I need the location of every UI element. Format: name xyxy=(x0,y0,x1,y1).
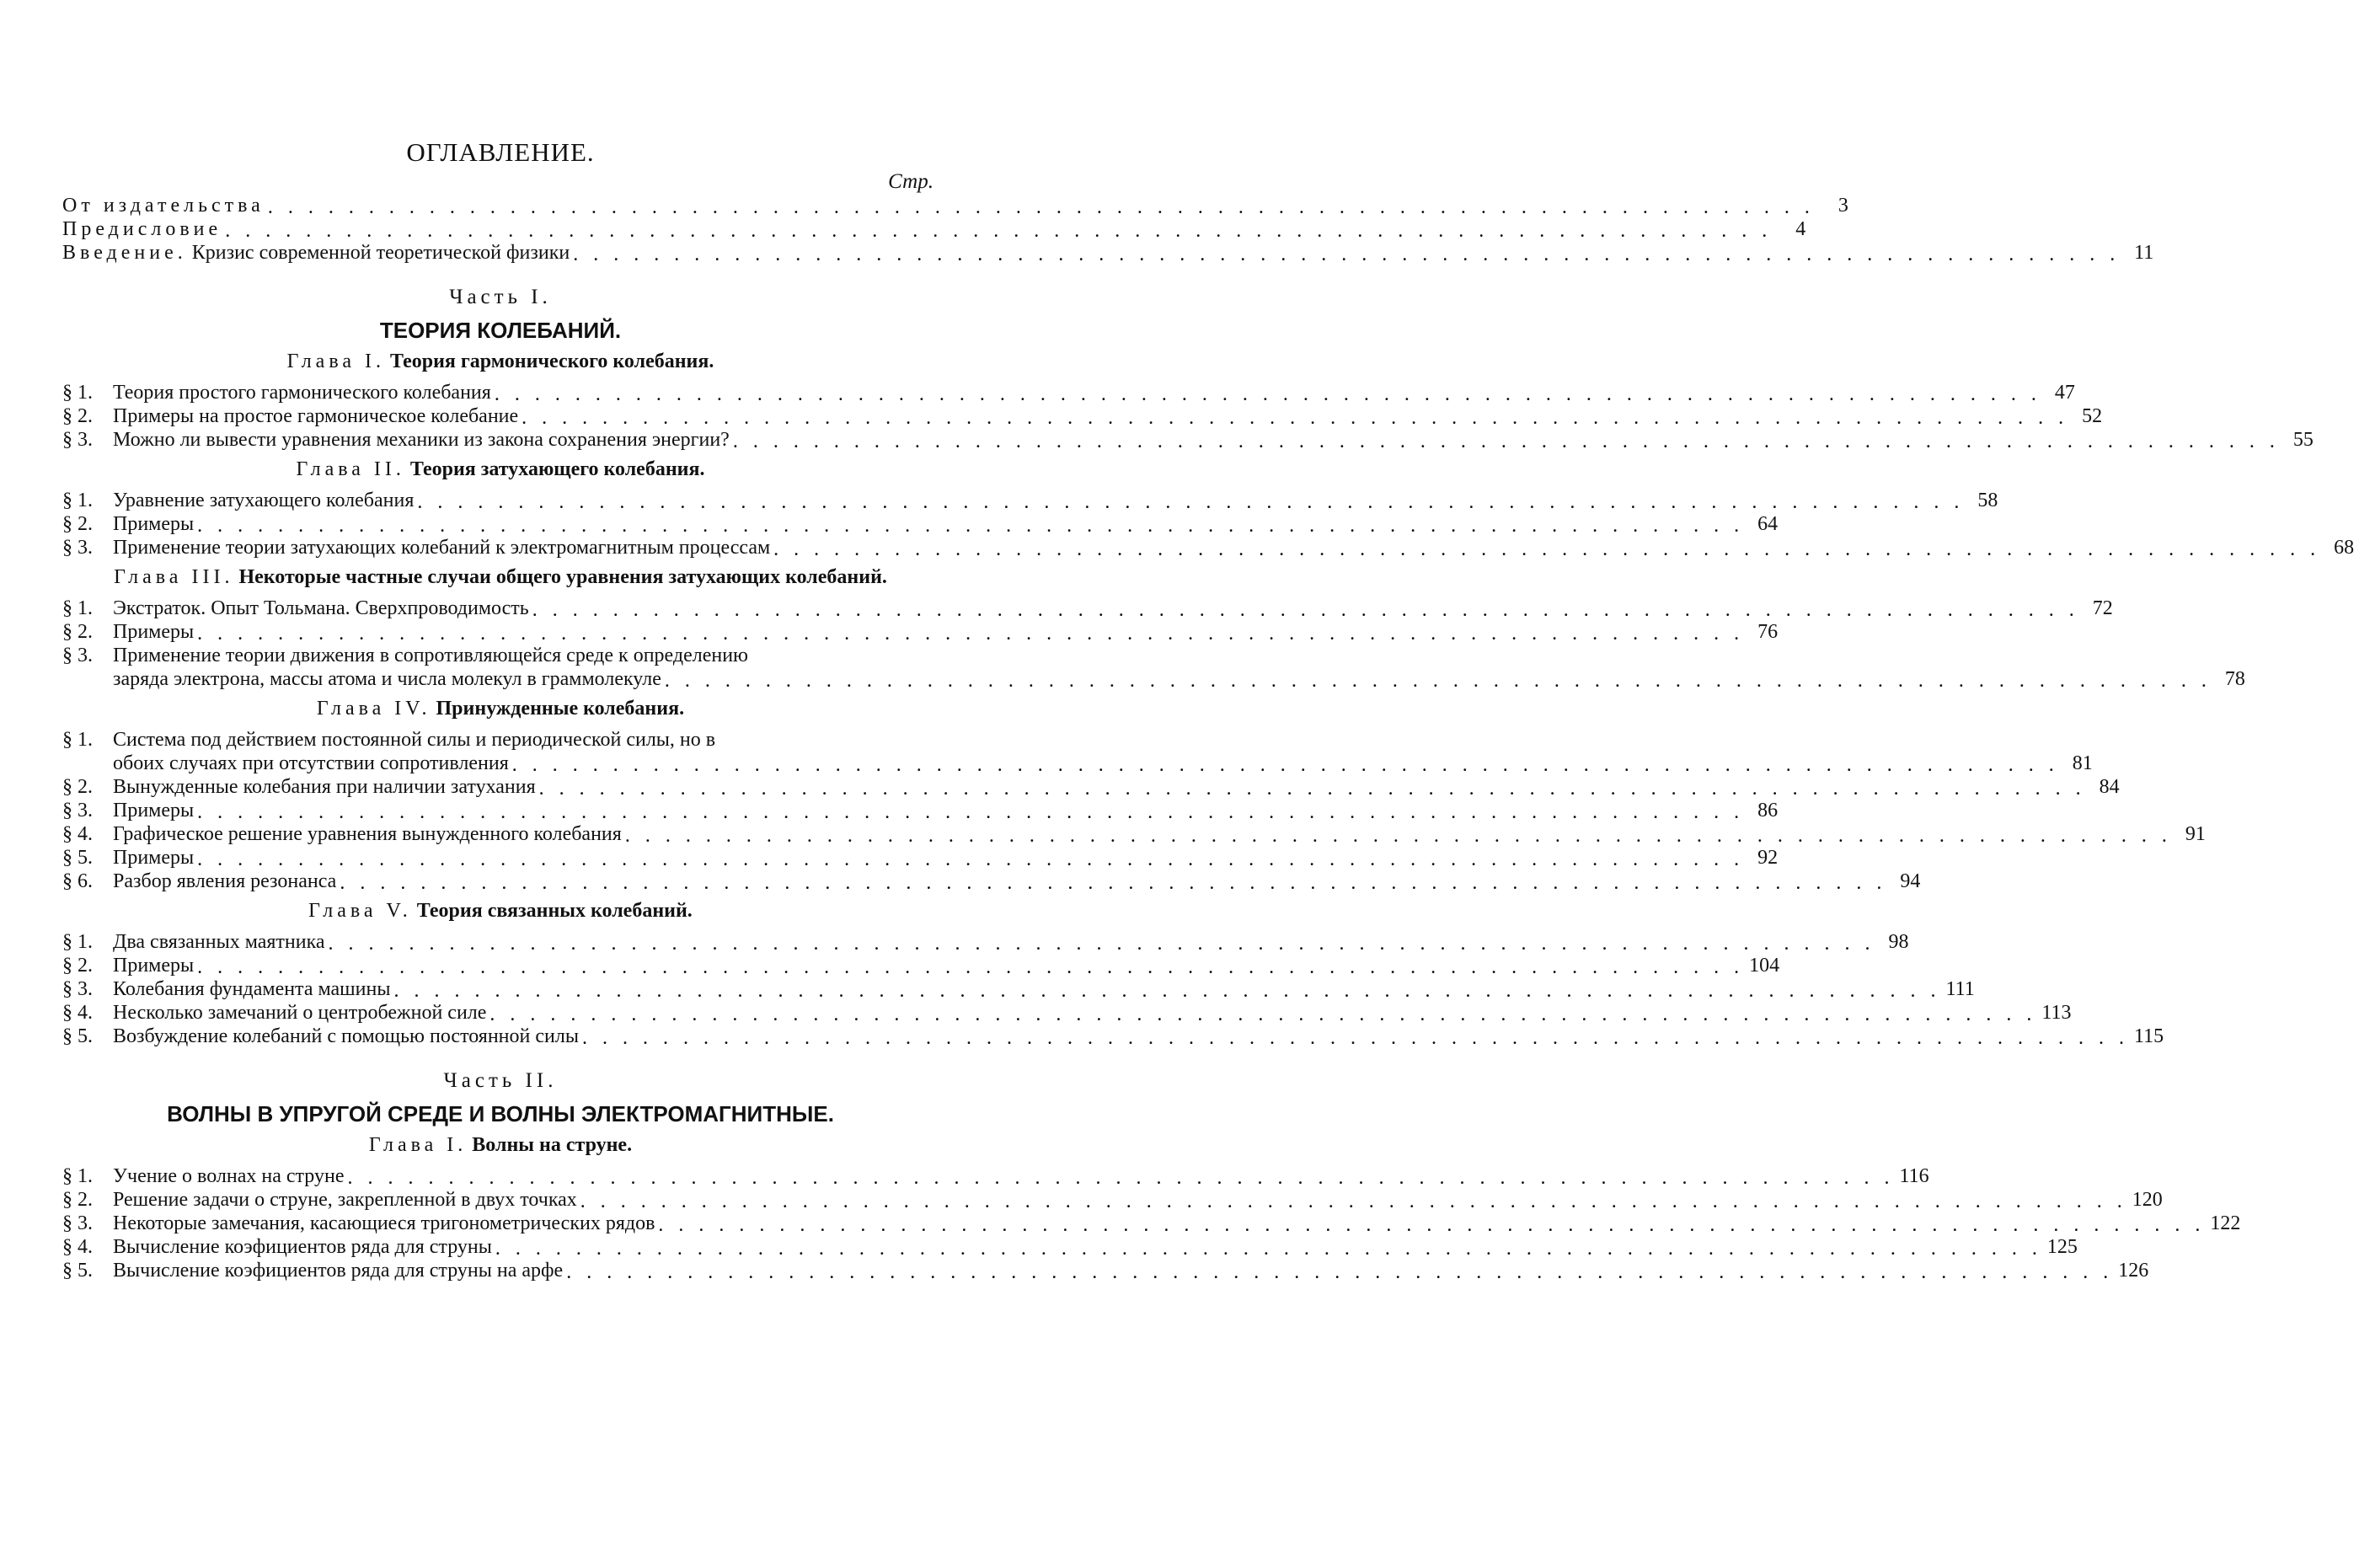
chapter-number: Глава I. xyxy=(368,1134,468,1156)
chapter-number: Глава III. xyxy=(114,566,234,588)
toc-entry xyxy=(62,954,1780,977)
toc-title: ОГЛАВЛЕНИЕ. xyxy=(406,137,595,167)
section-number: § 1. xyxy=(62,931,93,953)
chapter-title: Некоторые частные случаи общего уравнения затухающих колебаний. xyxy=(238,566,887,588)
toc-entry xyxy=(62,1188,2163,1212)
section-title: Экстраток. Опыт Тольмана. Сверхпроводимость xyxy=(113,597,529,619)
toc-entry xyxy=(62,1259,2149,1282)
section-title: Несколько замечаний о центробежной силе xyxy=(113,1002,487,1024)
part-heading: Часть I. xyxy=(449,286,552,308)
chapter-title: Теория гармонического колебания. xyxy=(389,351,714,372)
toc-entry xyxy=(62,1001,2072,1025)
page-number: 55 xyxy=(2292,429,2314,451)
section-body xyxy=(113,728,2098,775)
chapter-number: Глава II. xyxy=(296,458,405,480)
dot-leader xyxy=(197,802,1744,822)
page-number: 111 xyxy=(1945,978,1975,1000)
toc-entry xyxy=(62,799,1779,822)
page-number: 116 xyxy=(1899,1165,1929,1187)
dot-leader xyxy=(539,779,2086,799)
toc-entry xyxy=(62,597,2113,620)
page-number: 3 xyxy=(1837,195,1848,217)
toc-entry xyxy=(62,644,2245,691)
page-number: 115 xyxy=(2133,1025,2164,1047)
toc-entry xyxy=(62,194,1848,217)
front-matter xyxy=(62,194,2154,265)
toc-entry xyxy=(62,536,2355,559)
dot-leader xyxy=(495,384,2041,404)
section-title-line: обоих случаях при отсутствии сопротивления xyxy=(113,752,509,774)
section-number: § 4. xyxy=(62,1002,93,1024)
section-title: Учение о волнах на струне xyxy=(113,1165,345,1187)
section-number: § 3. xyxy=(62,429,93,451)
chapter-title: Волны на струне. xyxy=(472,1134,633,1156)
entry-subtitle: Кризис современной теоретической физики xyxy=(191,242,570,264)
dot-leader xyxy=(580,1191,2127,1212)
toc-entry xyxy=(62,930,1909,954)
section-number: § 1. xyxy=(62,729,93,751)
page-column-label: Стр. xyxy=(888,170,933,193)
page-number: 125 xyxy=(2046,1236,2078,1258)
page-number: 64 xyxy=(1757,513,1779,535)
dot-leader xyxy=(489,1004,2036,1025)
toc-entry xyxy=(62,870,1921,893)
section-number: § 5. xyxy=(62,1260,93,1282)
section-title: Можно ли вывести уравнения механики из закона сохранения энергии? xyxy=(113,429,730,451)
dot-leader xyxy=(532,600,2079,620)
page-number: 94 xyxy=(1900,870,1921,892)
chapter-number: Глава I. xyxy=(286,351,385,372)
dot-leader xyxy=(522,408,2068,428)
section-number: § 4. xyxy=(62,823,93,845)
page-number: 122 xyxy=(2210,1212,2241,1234)
toc-entry xyxy=(62,1025,2164,1048)
chapter-title: Теория связанных колебаний. xyxy=(416,900,693,922)
chapter-title: Принужденные колебания. xyxy=(436,698,685,720)
section-number: § 3. xyxy=(62,645,93,666)
page-number: 52 xyxy=(2082,405,2103,427)
toc-entry xyxy=(62,728,2093,775)
toc-entry xyxy=(62,381,2075,404)
section-title: Разбор явления резонанса xyxy=(113,870,337,892)
entry-label: Предисловие xyxy=(62,218,222,240)
page-number: 92 xyxy=(1757,847,1779,869)
section-number: § 2. xyxy=(62,513,93,535)
section-number: § 3. xyxy=(62,537,93,559)
section-number: § 2. xyxy=(62,621,93,643)
section-title: Примеры xyxy=(113,955,195,977)
toc-entry xyxy=(62,428,2314,452)
section-title: Уравнение затухающего колебания xyxy=(113,490,415,511)
toc-entry xyxy=(62,775,2120,799)
entry-title xyxy=(62,194,265,217)
chapter-heading xyxy=(62,457,939,482)
section-title-line: заряда электрона, массы атома и числа молекул в граммолекуле xyxy=(113,668,661,690)
section-title: Применение теории затухающих колебаний к электромагнитным процессам xyxy=(113,537,771,559)
dot-leader xyxy=(733,431,2280,452)
dot-leader xyxy=(417,492,1964,512)
section-number: § 3. xyxy=(62,1212,93,1234)
section-number: § 1. xyxy=(62,597,93,619)
toc-entry xyxy=(62,404,2103,428)
section-title: Решение задачи о струне, закрепленной в двух точках xyxy=(113,1189,577,1211)
section-number: § 4. xyxy=(62,1236,93,1258)
section-title: Примеры xyxy=(113,621,195,643)
page-number: 58 xyxy=(1977,490,1998,511)
page-number: 81 xyxy=(2072,752,2093,774)
dot-leader xyxy=(329,934,1875,954)
section-number: § 1. xyxy=(62,490,93,511)
dot-leader xyxy=(625,826,2172,846)
table-of-contents xyxy=(62,136,2355,1282)
section-number: § 2. xyxy=(62,955,93,977)
section-title: Примеры xyxy=(113,800,195,821)
page-number: 84 xyxy=(2099,776,2120,798)
section-body xyxy=(113,644,2250,691)
chapter-heading xyxy=(62,565,939,590)
chapter-number: Глава IV. xyxy=(316,698,431,720)
dot-leader xyxy=(197,516,1744,536)
section-title-last-line xyxy=(113,752,2098,775)
page-number: 126 xyxy=(2118,1260,2149,1282)
section-number: § 5. xyxy=(62,847,93,869)
toc-entry xyxy=(62,1235,2078,1259)
section-title: Возбуждение колебаний с помощью постоянной силы xyxy=(113,1025,579,1047)
chapter-heading xyxy=(62,1132,939,1158)
section-number: § 1. xyxy=(62,1165,93,1187)
part-title: ТЕОРИЯ КОЛЕБАНИЙ. xyxy=(379,318,622,343)
chapter-heading xyxy=(62,349,939,374)
toc-entry xyxy=(62,217,1806,241)
page-number: 72 xyxy=(2092,597,2113,619)
dot-leader xyxy=(495,1239,2042,1259)
section-title: Вычисление коэфициентов ряда для струны на арфе xyxy=(113,1260,564,1282)
section-title: Примеры на простое гармоническое колебание xyxy=(113,405,519,427)
dot-leader xyxy=(393,981,1940,1001)
dot-leader xyxy=(197,623,1744,644)
toc-entry xyxy=(62,1212,2241,1235)
section-title-line: Применение теории движения в сопротивляющейся среде к определению xyxy=(113,645,748,666)
section-title: Теория простого гармонического колебания xyxy=(113,382,491,404)
section-number: § 2. xyxy=(62,776,93,798)
parts-container xyxy=(62,285,2355,1282)
page-number: 11 xyxy=(2134,242,2154,264)
entry-title xyxy=(62,241,570,265)
section-title: Вынужденные колебания при наличии затухания xyxy=(113,776,536,798)
page-number: 78 xyxy=(2224,668,2245,690)
toc-entry xyxy=(62,489,1998,512)
chapter-number: Глава V. xyxy=(308,900,412,922)
chapter-title: Теория затухающего колебания. xyxy=(409,458,705,480)
section-title: Колебания фундамента машины xyxy=(113,978,391,1000)
chapter-heading xyxy=(62,696,939,721)
toc-entry xyxy=(62,977,1975,1001)
dot-leader xyxy=(225,221,1772,241)
section-number: § 2. xyxy=(62,1189,93,1211)
dot-leader xyxy=(268,197,1815,217)
dot-leader xyxy=(658,1215,2205,1235)
section-title: Графическое решение уравнения вынужденного колебания xyxy=(113,823,622,845)
part-title: ВОЛНЫ В УПРУГОЙ СРЕДЕ И ВОЛНЫ ЭЛЕКТРОМАГНИТНЫЕ. xyxy=(167,1101,834,1126)
section-title-last-line xyxy=(113,667,2250,691)
toc-entry xyxy=(62,620,1779,644)
dot-leader xyxy=(773,539,2320,559)
dot-leader xyxy=(348,1168,1895,1188)
section-title: Примеры xyxy=(113,513,195,535)
page-number: 47 xyxy=(2054,382,2075,404)
entry-label: От издательства xyxy=(62,195,265,217)
section-number: § 6. xyxy=(62,870,93,892)
page-number: 104 xyxy=(1749,955,1780,977)
dot-leader xyxy=(340,873,1886,893)
page-number: 98 xyxy=(1888,931,1909,953)
toc-entry xyxy=(62,512,1779,536)
page-number: 4 xyxy=(1795,218,1806,240)
toc-entry xyxy=(62,241,2154,265)
section-title: Два связанных маятника xyxy=(113,931,325,953)
section-number: § 1. xyxy=(62,382,93,404)
section-title: Вычисление коэфициентов ряда для струны xyxy=(113,1236,492,1258)
dot-leader xyxy=(566,1262,2113,1282)
dot-leader xyxy=(197,849,1744,870)
dot-leader xyxy=(582,1028,2129,1048)
entry-label: Введение. xyxy=(62,242,187,264)
section-number: § 3. xyxy=(62,978,93,1000)
section-title-line: Система под действием постоянной силы и периодической силы, но в xyxy=(113,729,716,751)
entry-title xyxy=(62,217,222,241)
page-number: 91 xyxy=(2185,823,2206,845)
section-number: § 2. xyxy=(62,405,93,427)
section-number: § 5. xyxy=(62,1025,93,1047)
part-heading: Часть II. xyxy=(443,1069,558,1092)
page-number: 86 xyxy=(1757,800,1779,821)
page-number: 120 xyxy=(2132,1189,2163,1211)
dot-leader xyxy=(512,755,2059,775)
dot-leader xyxy=(665,671,2212,691)
section-title: Некоторые замечания, касающиеся тригонометрических рядов xyxy=(113,1212,655,1234)
toc-entry xyxy=(62,1164,1929,1188)
toc-entry xyxy=(62,822,2206,846)
dot-leader xyxy=(197,957,1744,977)
section-number: § 3. xyxy=(62,800,93,821)
section-title: Примеры xyxy=(113,847,195,869)
page-number: 113 xyxy=(2041,1002,2072,1024)
chapter-heading xyxy=(62,898,939,923)
dot-leader xyxy=(573,244,2120,265)
page-number: 76 xyxy=(1757,621,1779,643)
page-number: 68 xyxy=(2334,537,2355,559)
toc-entry xyxy=(62,846,1779,870)
